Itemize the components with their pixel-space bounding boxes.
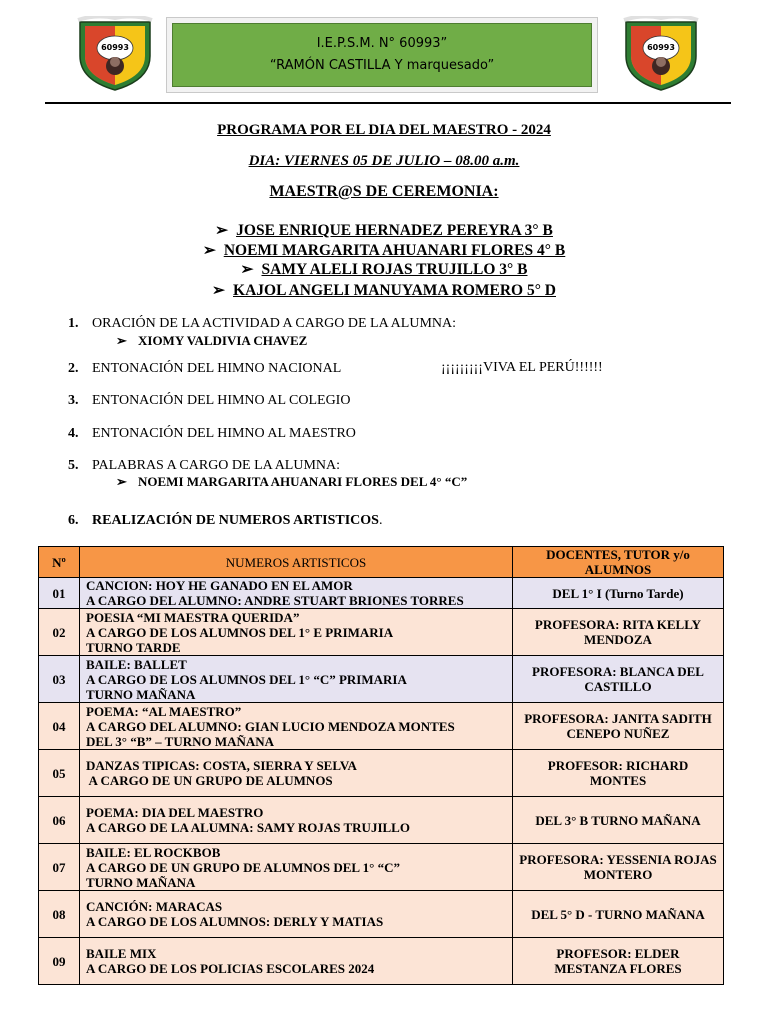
svg-text:60993: 60993 (647, 43, 675, 52)
header-divider (45, 102, 731, 104)
row-number: 03 (39, 656, 80, 703)
table-row (39, 609, 724, 656)
row-number: 04 (39, 703, 80, 750)
school-header-banner (172, 23, 592, 87)
table-header-row (39, 547, 724, 578)
program-title: PROGRAMA POR EL DIA DEL MAESTRO - 2024 (217, 122, 551, 138)
arrow-bullet-icon: ➢ (202, 242, 216, 259)
program-item-2: 2. ENTONACIÓN DEL HIMNO NACIONAL (68, 361, 342, 376)
row-number: 08 (39, 891, 80, 938)
row-description: BAILE: BALLET A CARGO DE LOS ALUMNOS DEL 1° “C” PRIMARIA TURNO MAÑANA (80, 656, 513, 703)
row-number: 02 (39, 609, 80, 656)
row-description: BAILE: EL ROCKBOB A CARGO DE UN GRUPO DE ALUMNOS DEL 1° “C” TURNO MAÑANA (80, 844, 513, 891)
date-line: DIA: VIERNES 05 DE JULIO – 08.00 a.m. (248, 153, 520, 169)
table-row (39, 578, 724, 609)
program-item-5: 5. PALABRAS A CARGO DE LA ALUMNA: (68, 458, 341, 473)
column-header-number: Nº (39, 547, 80, 578)
table-row (39, 797, 724, 844)
program-item-1-detail: ➢ XIOMY VALDIVIA CHAVEZ (116, 333, 308, 348)
table-row (39, 891, 724, 938)
arrow-bullet-icon: ➢ (116, 474, 127, 489)
table-row (39, 844, 724, 891)
table-row (39, 656, 724, 703)
row-number: 09 (39, 938, 80, 985)
row-teacher: PROFESOR: RICHARD MONTES (513, 750, 724, 797)
row-description: POESIA “MI MAESTRA QUERIDA” A CARGO DE LOS ALUMNOS DEL 1° E PRIMARIA TURNO TARDE (80, 609, 513, 656)
school-name: “RAMÓN CASTILLA Y marquesado” (269, 58, 495, 73)
master-of-ceremony-2: ➢ NOEMI MARGARITA AHUANARI FLORES 4° B (202, 242, 566, 259)
row-teacher: PROFESOR: ELDER MESTANZA FLORES (513, 938, 724, 985)
svg-text:60993: 60993 (101, 43, 129, 52)
school-crest-right (622, 16, 700, 92)
row-teacher: PROFESORA: RITA KELLY MENDOZA (513, 609, 724, 656)
master-of-ceremony-1: ➢ JOSE ENRIQUE HERNADEZ PEREYRA 3° B (215, 222, 553, 239)
arrow-bullet-icon: ➢ (240, 261, 254, 278)
program-item-3: 3. ENTONACIÓN DEL HIMNO AL COLEGIO (68, 393, 351, 408)
master-of-ceremony-3: ➢ SAMY ALELI ROJAS TRUJILLO 3° B (240, 261, 528, 278)
school-code: I.E.P.S.M. N° 60993” (316, 36, 448, 51)
row-description: CANCION: HOY HE GANADO EN EL AMOR A CARGO DEL ALUMNO: ANDRE STUART BRIONES TORRES (80, 578, 513, 609)
row-teacher: DEL 5° D - TURNO MAÑANA (513, 891, 724, 938)
school-header-box (166, 17, 598, 93)
program-item-1: 1. ORACIÓN DE LA ACTIVIDAD A CARGO DE LA ALUMNA: (68, 316, 457, 331)
school-crest-left (76, 16, 154, 92)
column-header-teachers: DOCENTES, TUTOR y/o ALUMNOS (513, 547, 724, 578)
row-teacher: PROFESORA: YESSENIA ROJAS MONTERO (513, 844, 724, 891)
table-row (39, 703, 724, 750)
program-item-4: 4. ENTONACIÓN DEL HIMNO AL MAESTRO (68, 426, 356, 441)
arrow-bullet-icon: ➢ (116, 333, 127, 348)
row-number: 07 (39, 844, 80, 891)
program-item-5-detail: ➢ NOEMI MARGARITA AHUANARI FLORES DEL 4° “C” (116, 474, 468, 489)
row-number: 06 (39, 797, 80, 844)
row-description: POEMA: “AL MAESTRO” A CARGO DEL ALUMNO: GIAN LUCIO MENDOZA MONTES DEL 3° “B” – TURNO MAÑANA (80, 703, 513, 750)
row-number: 05 (39, 750, 80, 797)
artistic-numbers-table (38, 546, 724, 985)
row-teacher: PROFESORA: BLANCA DEL CASTILLO (513, 656, 724, 703)
ceremony-masters-heading: MAESTR@S DE CEREMONIA: (269, 183, 499, 200)
row-teacher: DEL 1° I (Turno Tarde) (513, 578, 724, 609)
row-teacher: PROFESORA: JANITA SADITH CENEPO NUÑEZ (513, 703, 724, 750)
row-description: CANCIÓN: MARACAS A CARGO DE LOS ALUMNOS: DERLY Y MATIAS (80, 891, 513, 938)
row-description: POEMA: DIA DEL MAESTRO A CARGO DE LA ALUMNA: SAMY ROJAS TRUJILLO (80, 797, 513, 844)
row-description: BAILE MIX A CARGO DE LOS POLICIAS ESCOLARES 2024 (80, 938, 513, 985)
arrow-bullet-icon: ➢ (212, 282, 226, 299)
row-teacher: DEL 3° B TURNO MAÑANA (513, 797, 724, 844)
master-of-ceremony-4: ➢ KAJOL ANGELI MANUYAMA ROMERO 5° D (212, 282, 556, 299)
arrow-bullet-icon: ➢ (215, 222, 229, 239)
column-header-artistic-numbers: NUMEROS ARTISTICOS (80, 547, 513, 578)
row-description: DANZAS TIPICAS: COSTA, SIERRA Y SELVA A CARGO DE UN GRUPO DE ALUMNOS (80, 750, 513, 797)
program-item-6: 6. REALIZACIÓN DE NUMEROS ARTISTICOS. (68, 513, 383, 528)
table-row (39, 750, 724, 797)
table-row (39, 938, 724, 985)
viva-peru-text: ¡¡¡¡¡¡¡¡¡VIVA EL PERÚ!!!!!! (441, 360, 603, 375)
row-number: 01 (39, 578, 80, 609)
